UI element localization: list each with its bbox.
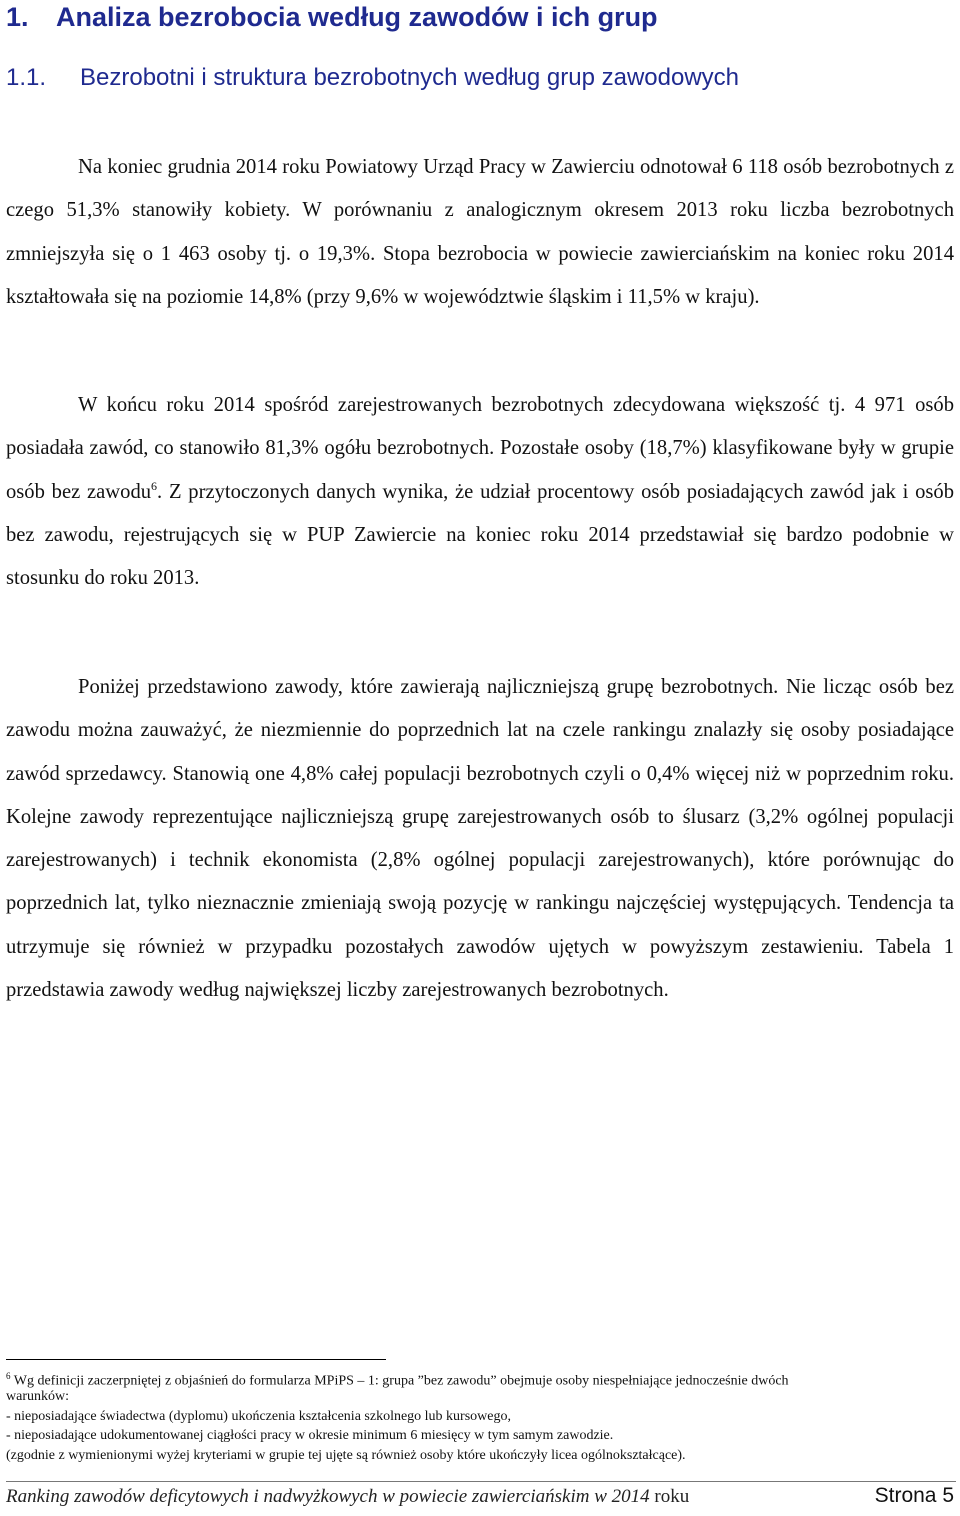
paragraph-profession-share [6, 384, 954, 600]
section-heading [6, 2, 658, 33]
footnote-marker: 6 [6, 1371, 11, 1381]
footer-title-suffix: roku [654, 1486, 690, 1507]
footnote-line-3: - nieposiadające świadectwa (dyplomu) ukończenia kształcenia szkolnego lub kursowego, [6, 1409, 511, 1424]
paragraph-profession-ranking [6, 666, 954, 1012]
footnote-text: Wg definicji zaczerpniętej z objaśnień do formularza MPiPS – 1: grupa ”bez zawodu” obejmuje osoby niespełniające jednocześnie dwóch [13, 1373, 789, 1389]
footer-separator [6, 1481, 956, 1482]
section-number: 1. [6, 2, 29, 32]
subsection-heading [6, 64, 739, 92]
footer-title-text: Ranking zawodów deficytowych i nadwyżkowych w powiecie zawierciańskim w 2014 [6, 1486, 650, 1507]
footnote-line-4: - nieposiadające udokumentowanej ciągłości pracy w okresie minimum 6 miesięcy w tym samym zawodzie. [6, 1428, 614, 1443]
paragraph-unemployment-summary [6, 146, 954, 319]
paragraph-text-after: . Z przytoczonych danych wynika, że udział procentowy osób posiadających zawód jak i osób bez zawodu, rejestrujących się w PUP Zawiercie na koniec roku 2014 przedstawiał się bardzo podobnie w stosunku do roku 2013. [6, 480, 954, 590]
page-number: Strona 5 [874, 1484, 954, 1507]
footnote-separator [6, 1359, 386, 1360]
subsection-title: Bezrobotni i struktura bezrobotnych według grup zawodowych [80, 64, 740, 91]
subsection-number: 1.1. [6, 64, 47, 91]
footnote-line-5: (zgodnie z wymienionymi wyżej kryteriami w grupie tej ujęte są również osoby które ukończyły licea ogólnokształcące). [6, 1448, 686, 1463]
paragraph-text-before: W końcu roku 2014 spośród zarejestrowanych bezrobotnych zdecydowana większość tj. 4 971 osób posiadała zawód, co stanowiło 81,3% ogółu bezrobotnych. Pozostałe osoby (18,7%) klasyfikowane były w grupie osób bez zawodu [6, 394, 954, 503]
section-title: Analiza bezrobocia według zawodów i ich grup [56, 2, 658, 32]
footnote-line-2: warunków: [6, 1389, 69, 1404]
paragraph-text: Poniżej przedstawiono zawody, które zawierają najliczniejszą grupę bezrobotnych. Nie licząc osób bez zawodu można zauważyć, że niezmiennie do poprzednich lat na czele rankingu znalazły się osoby posiadające zawód sprzedawcy. Stanowią one 4,8% całej populacji bezrobotnych czyli o 0,4% więcej niż w poprzednim roku. Kolejne zawody reprezentujące najliczniejszą grupę zarejestrowanych osób to ślusarz (3,2% ogólnej populacji zarejestrowanych) i technik ekonomista (2,8% ogólnej populacji zarejestrowanych), które porównując do poprzednich lat, tylko nieznacznie zmieniają swoją pozycję w rankingu najczęściej występujących. Tendencja ta utrzymuje się również w przypadku pozostałych zawodów ujętych w powyższym zestawieniu. Tabela 1 przedstawia zawody według największej liczby zarejestrowanych bezrobotnych. [6, 676, 954, 1002]
footer-document-title [6, 1486, 689, 1508]
footnote-reference[interactable]: 6 [151, 478, 158, 493]
paragraph-text: Na koniec grudnia 2014 roku Powiatowy Urząd Pracy w Zawierciu odnotował 6 118 osób bezrobotnych z czego 51,3% stanowiły kobiety. W porównaniu z analogicznym okresem 2013 roku liczba bezrobotnych zmniejszyła się o 1 463 osoby tj. o 19,3%. Stopa bezrobocia w powiecie zawierciańskim na koniec roku 2014 kształtowała się na poziomie 14,8% (przy 9,6% w województwie śląskim i 11,5% w kraju). [6, 156, 954, 308]
